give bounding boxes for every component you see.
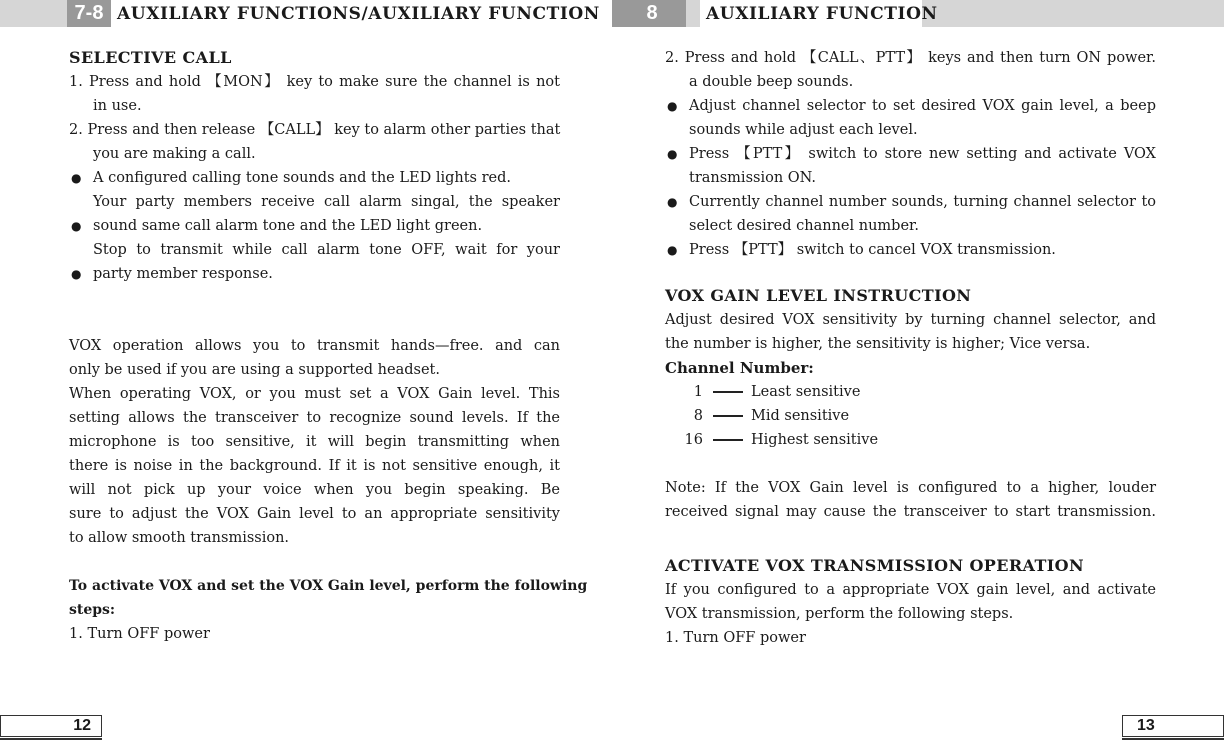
channel-label: Least sensitive [751, 384, 861, 400]
left-body [69, 46, 588, 646]
channel-number: 8 [693, 408, 703, 424]
vox-steps-heading: To activate VOX and set the VOX Gain level, perform the following [69, 578, 588, 594]
channel-row [665, 428, 1156, 452]
right-section-number: 8 [612, 0, 686, 27]
bullet-icon: ● [667, 147, 678, 161]
right-line: 2. Press and hold 【CALL、PTT】 keys and then turn ON power. [665, 50, 1156, 66]
bullet-icon: ● [71, 171, 82, 185]
right-page-number: 13 [1122, 715, 1224, 737]
step-line: 1. Turn OFF power [665, 630, 806, 646]
bullet-icon: ● [71, 219, 82, 233]
vox-paragraph-line: VOX operation allows you to transmit hands—free. and can [69, 338, 560, 354]
vox-paragraph-line: there is noise in the background. If it is not sensitive enough, it [69, 458, 560, 474]
vox-paragraph-line: setting allows the transceiver to recognize sound levels. If the [69, 410, 560, 426]
bullet-item: ● Press 【PTT】 switch to cancel VOX transmission. [665, 238, 1156, 262]
bullet-icon: ● [667, 99, 678, 113]
dash-line [713, 391, 743, 393]
channel-label: Mid sensitive [751, 408, 850, 424]
bullet-item: ● Currently channel number sounds, turning channel selector to [665, 190, 1156, 214]
vox-paragraph-line: to allow smooth transmission. [69, 530, 290, 546]
bullet-icon: ● [667, 195, 678, 209]
dash-line [713, 439, 743, 441]
vox-paragraph-line: sure to adjust the VOX Gain level to an appropriate sensitivity [69, 506, 560, 522]
vox-paragraph-line: When operating VOX, or you must set a VOX Gain level. This [69, 386, 560, 402]
bullet-item: ● sound same call alarm tone and the LED light green. [69, 214, 560, 238]
heading-activate-vox: ACTIVATE VOX TRANSMISSION OPERATION [665, 556, 1085, 575]
channel-row [665, 404, 1156, 428]
left-line: in use. [93, 98, 142, 114]
right-line: select desired channel number. [689, 218, 919, 234]
right-section-title: AUXILIARY FUNCTION [700, 0, 922, 27]
step-line: 1. Turn OFF power [69, 626, 210, 642]
bullet-icon: ● [71, 267, 82, 281]
left-page-number: 12 [0, 715, 102, 737]
right-line: VOX transmission, perform the following steps. [665, 606, 1014, 622]
heading-vox-gain-level: VOX GAIN LEVEL INSTRUCTION [665, 286, 972, 305]
right-body [665, 46, 1156, 650]
note-line: received signal may cause the transceiver to start transmission. [665, 504, 1156, 520]
vox-paragraph-line: only be used if you are using a supported headset. [69, 362, 440, 378]
bullet-icon: ● [667, 243, 678, 257]
dash-line [713, 415, 743, 417]
bullet-item: ● Adjust channel selector to set desired VOX gain level, a beep [665, 94, 1156, 118]
left-line: 1. Press and hold 【MON】 key to make sure the channel is not [69, 74, 560, 90]
left-line: Your party members receive call alarm singal, the speaker [93, 194, 560, 210]
right-line: a double beep sounds. [689, 74, 854, 90]
channel-label: Highest sensitive [751, 432, 879, 448]
channel-number-label: Channel Number: [665, 359, 814, 377]
left-section-number: 7-8 [67, 0, 111, 27]
left-line: 2. Press and then release 【CALL】 key to alarm other parties that [69, 122, 561, 138]
right-line: transmission ON. [689, 170, 817, 186]
bullet-item: ● A configured calling tone sounds and the LED lights red. [69, 166, 560, 190]
vox-paragraph-line: microphone is too sensitive, it will begin transmitting when [69, 434, 560, 450]
bullet-item: ● Press 【PTT】 switch to store new setting and activate VOX [665, 142, 1156, 166]
channel-row [665, 380, 1156, 404]
vox-paragraph-line: will not pick up your voice when you begin speaking. Be [69, 482, 560, 498]
bullet-item: ● party member response. [69, 262, 560, 286]
channel-number: 1 [693, 384, 703, 400]
left-line: Stop to transmit while call alarm tone OFF, wait for your [93, 242, 560, 258]
left-section-title: AUXILIARY FUNCTIONS/AUXILIARY FUNCTION [111, 0, 574, 27]
heading-selective-call: SELECTIVE CALL [69, 48, 232, 67]
right-line: Adjust desired VOX sensitivity by turning channel selector, and [665, 312, 1156, 328]
channel-number: 16 [684, 432, 703, 448]
right-line: the number is higher, the sensitivity is higher; Vice versa. [665, 336, 1091, 352]
left-line: you are making a call. [93, 146, 256, 162]
right-line: If you configured to a appropriate VOX gain level, and activate [665, 582, 1156, 598]
vox-steps-heading: steps: [69, 602, 116, 618]
right-page [612, 0, 1224, 740]
right-line: sounds while adjust each level. [689, 122, 918, 138]
note-line: Note: If the VOX Gain level is configured to a higher, louder [665, 480, 1156, 496]
